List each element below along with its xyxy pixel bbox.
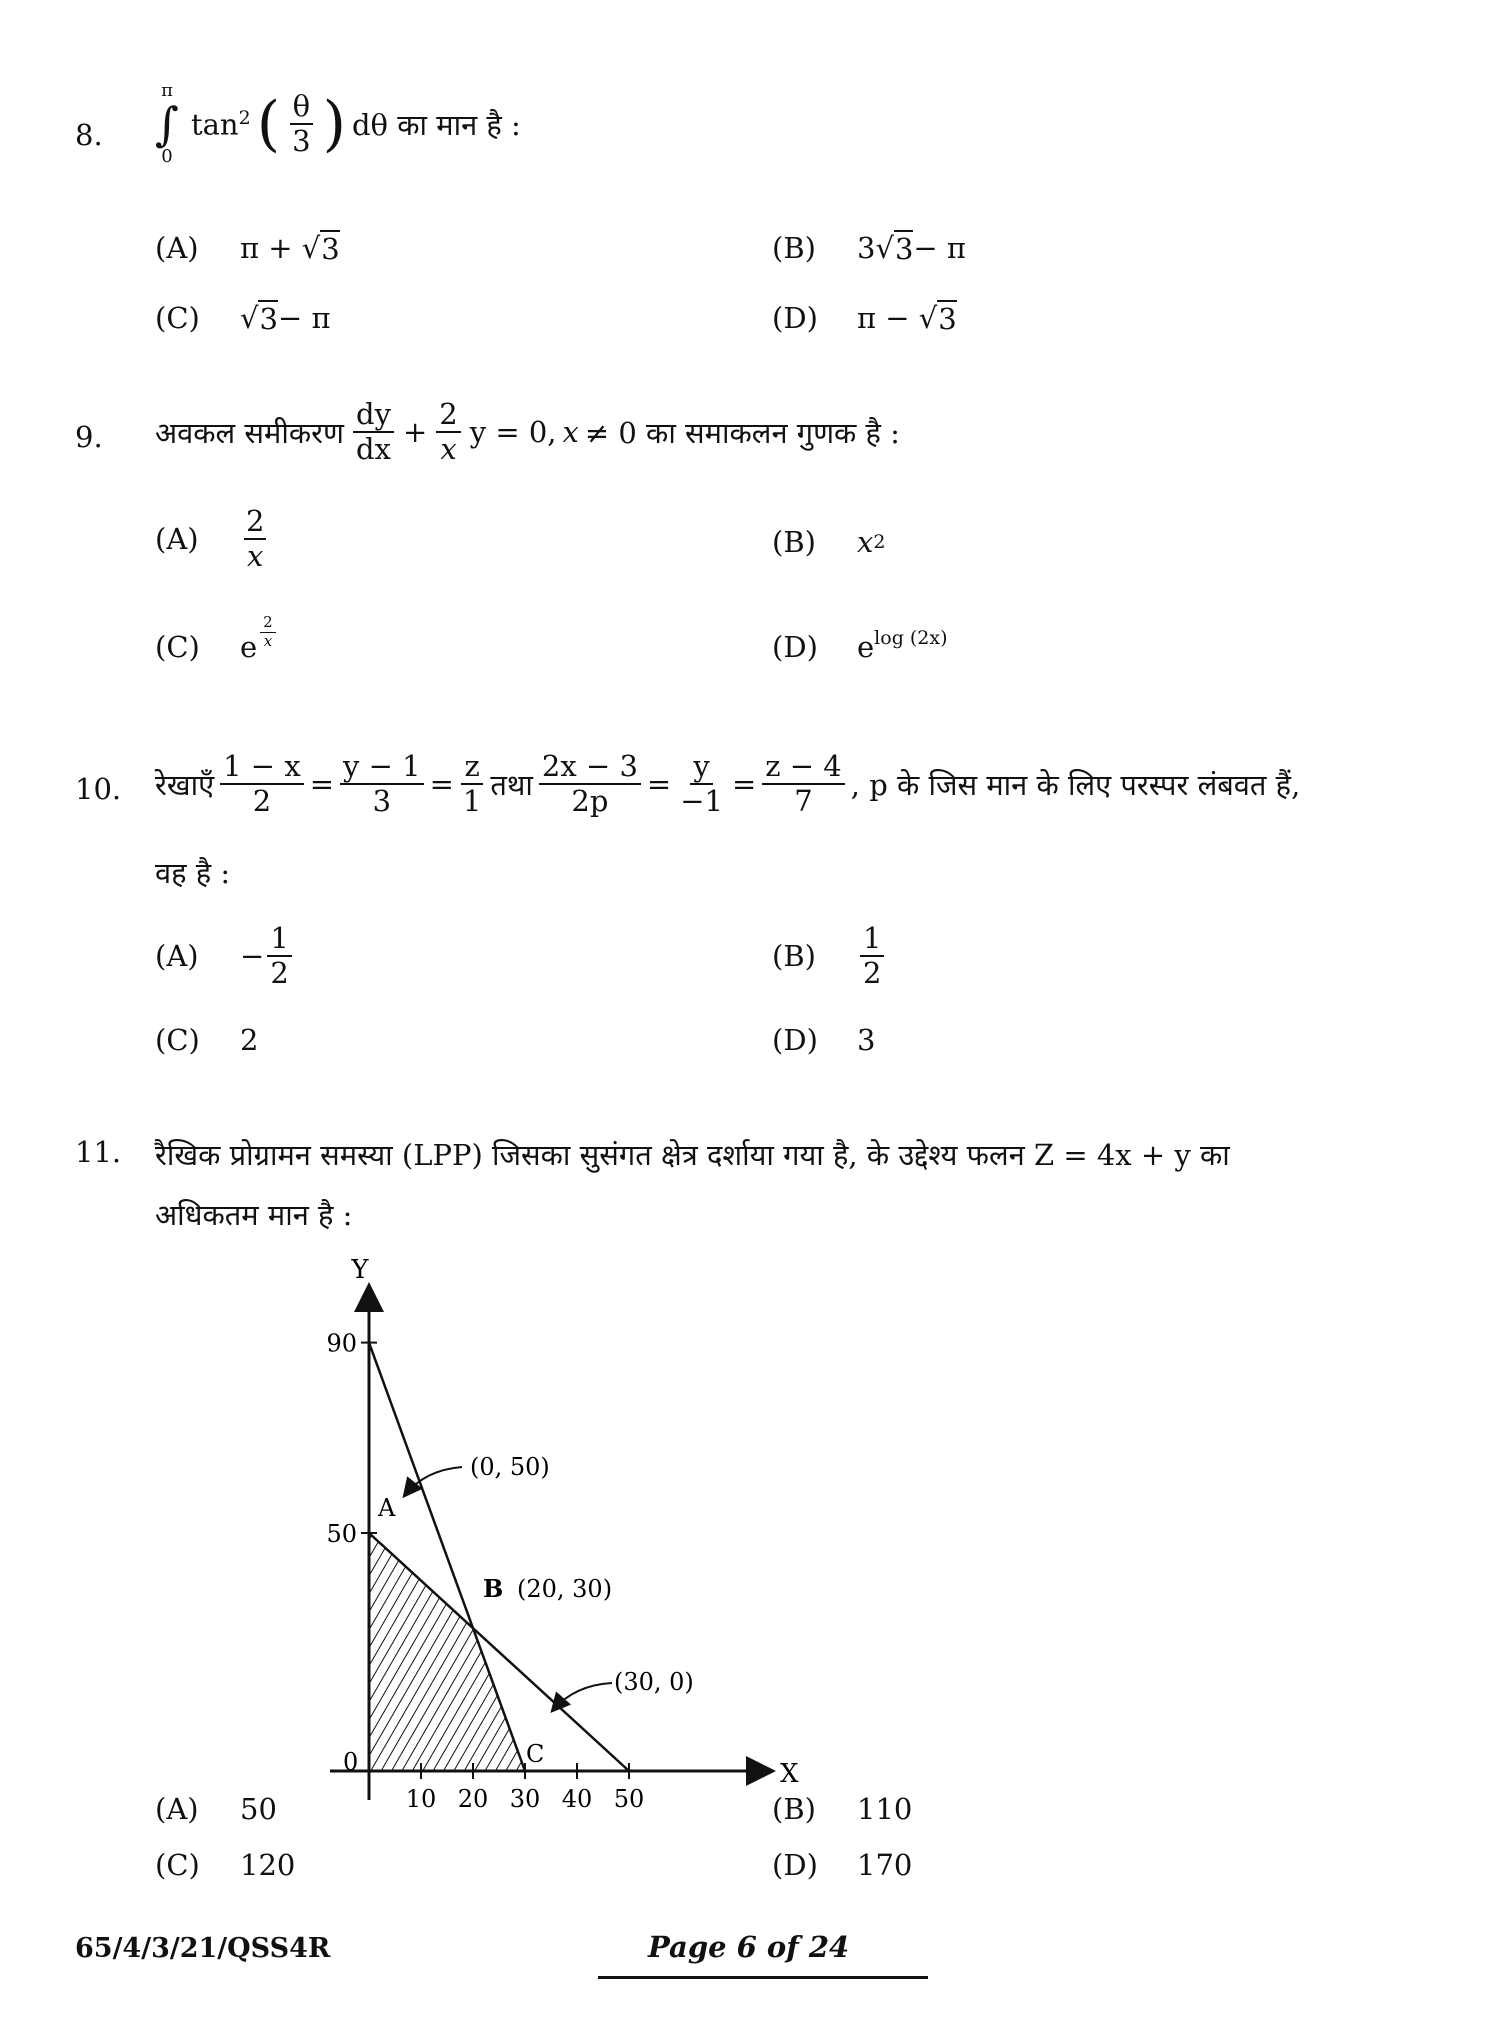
q9-option-c: (C) e $\frac{2}{x}$ (155, 630, 279, 664)
q11-option-c: (C) 120 (155, 1848, 296, 1882)
q8-option-a: (A) π + √ 3 (155, 231, 340, 266)
q11-line1: रैखिक प्रोग्रामन समस्या (LPP) जिसका सुसंगत क्षेत्र दर्शाया गया है, के उद्देश्य फलन Z = 4x + y का (155, 1138, 1230, 1172)
footer-underline (598, 1976, 928, 1979)
q11-line2: अधिकतम मान है : (155, 1198, 353, 1232)
x-tick-label: 20 (457, 1785, 489, 1813)
integral-lower: 0 (161, 146, 173, 168)
q10-number: 10. (75, 772, 122, 806)
y-tick-label: 50 (326, 1520, 357, 1548)
q8-tail: dθ का मान है : (351, 107, 521, 142)
q11-option-d: (D) 170 (772, 1848, 913, 1882)
q9-option-b: (B) x 2 (772, 525, 886, 559)
integral-sign: ∫ (155, 97, 179, 151)
q8-option-c: (C) √ 3 − π (155, 301, 331, 336)
x-tick-label: 40 (561, 1785, 593, 1813)
q8-option-b: (B) 3√ 3 − π (772, 231, 966, 266)
x-tick-label: 50 (613, 1785, 645, 1813)
arrow-c (553, 1683, 612, 1710)
x-axis-label: X (780, 1759, 799, 1789)
point-a-annotation: (0, 50) (470, 1453, 550, 1481)
q8-option-d: (D) π − √ 3 (772, 301, 957, 336)
q11-option-b: (B) 110 (772, 1792, 913, 1826)
origin-label: 0 (343, 1748, 359, 1776)
x-tick-label: 30 (509, 1785, 541, 1813)
x-tick-label: 10 (405, 1785, 437, 1813)
q10-line2: वह है : (155, 856, 231, 890)
q11-number: 11. (75, 1135, 122, 1169)
point-c-annotation: (30, 0) (614, 1668, 694, 1696)
q11-option-a: (A) 50 (155, 1792, 277, 1826)
paper-code: 65/4/3/21/QSS4R (75, 1933, 331, 1964)
lparen: ( (256, 89, 281, 160)
q9-stem: अवकल समीकरण $\frac{dy}{dx}$ + $\frac{2}{x}$ y = 0, x ≠ 0 का समाकलन गुणक है : (155, 397, 900, 467)
q10-option-b: (B) $\frac{1}{2}$ (772, 922, 887, 991)
q8-func: $\tan^2$ (190, 106, 251, 142)
integral-upper: π (161, 80, 173, 101)
q9-option-a: (A) $\frac{2}{x}$ (155, 504, 265, 574)
point-a-label: A (378, 1494, 396, 1522)
point-b-label: B (483, 1574, 504, 1603)
q8-frac: $\frac{\theta}{3}$ (289, 90, 313, 159)
q8-number: 8. (75, 118, 103, 152)
q9-option-d: (D) e $^{log (2x)}$ (772, 627, 948, 664)
feasible-region (369, 1533, 525, 1771)
q10-option-a: (A) − $\frac{1}{2}$ (155, 922, 295, 991)
arrow-a (405, 1467, 462, 1495)
page-number: Page 6 of 24 (648, 1930, 850, 1964)
point-b-annotation: (20, 30) (517, 1575, 613, 1603)
q9-number: 9. (75, 420, 103, 454)
q10-option-d: (D) 3 (772, 1023, 876, 1057)
point-c-label: C (526, 1740, 545, 1768)
y-axis-label: Y (351, 1255, 369, 1285)
q10-option-c: (C) 2 (155, 1023, 259, 1057)
rparen: ) (322, 89, 346, 160)
q10-stem: रेखाएँ $\frac{1 - x}{2}$ = $\frac{y - 1}{3}$ = $\frac{z}{1}$ तथा $\frac{2x - 3}{2p}$ = $\frac{y}{-1}$ = $\frac{z - 4}{7}$ , p के जिस मान के लिए परस्पर लंबवत हैं, (155, 749, 1301, 819)
y-tick-label: 90 (326, 1329, 357, 1358)
